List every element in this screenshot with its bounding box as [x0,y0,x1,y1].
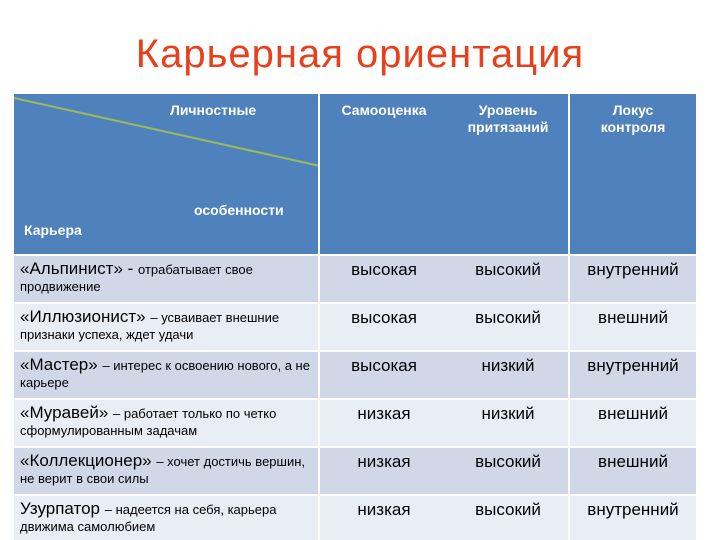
header-aspiration-line1: Уровень [478,102,538,118]
header-corner-mid: особенности [194,202,284,218]
header-self-esteem [320,94,448,254]
locus-control-cell: внутренний [587,356,679,375]
career-type-cell [14,304,318,350]
table-row [14,350,696,398]
career-type-desc: – работает только по четко сформулированным задачам [20,406,277,438]
career-type-cell [14,496,318,540]
career-type-desc: – надеется на себя, карьера движима самолюбием [20,502,277,534]
header-locus-control [570,94,696,254]
aspiration-level-cell: низкий [481,404,535,423]
career-type-cell [14,256,318,302]
career-type-name: «Муравей» [20,403,113,422]
header-corner-top: Личностные [170,102,257,118]
table-header [14,94,696,254]
table-row [14,254,696,302]
career-type-name: «Иллюзионист» [20,307,151,326]
career-type-desc: – интерес к освоению нового, а не карьере [20,358,310,390]
career-type-desc: отрабатывает свое продвижение [20,262,253,294]
career-type-cell [14,448,318,494]
aspiration-level-cell: высокий [475,308,541,327]
self-esteem-cell: низкая [357,500,411,519]
career-type-desc: – усваивает внешние признаки успеха, ждет удачи [20,310,280,342]
column-divider [318,94,320,540]
table-row [14,494,696,540]
career-type-name: «Альпинист» - [20,259,139,278]
self-esteem-cell: низкая [357,404,411,423]
self-esteem-cell: высокая [351,356,417,375]
locus-control-cell: внутренний [587,500,679,519]
self-esteem-cell: высокая [351,260,417,279]
aspiration-level-cell: высокий [475,452,541,471]
header-aspiration-line2: притязаний [467,119,549,135]
self-esteem-cell: низкая [357,452,411,471]
header-corner-bottom: Карьера [24,222,82,238]
career-type-desc: – хочет достичь вершин, не верит в свои силы [20,454,306,486]
header-locus-line1: Локус [612,102,654,118]
aspiration-level-cell: низкий [481,356,535,375]
header-self-esteem-label: Самооценка [341,102,427,118]
table-row [14,446,696,494]
locus-control-cell: внешний [598,308,668,327]
column-divider [568,94,570,540]
locus-control-cell: внешний [598,452,668,471]
career-type-cell [14,352,318,398]
career-type-cell [14,400,318,446]
aspiration-level-cell: высокий [475,500,541,519]
table-row [14,398,696,446]
career-type-name: Узурпатор [20,499,105,518]
career-type-name: «Коллекционер» [20,451,157,470]
career-type-name: «Мастер» [20,355,103,374]
table-row [14,302,696,350]
header-aspiration-level [448,94,568,254]
header-locus-line2: контроля [600,119,666,135]
locus-control-cell: внутренний [587,260,679,279]
slide-title: Карьерная ориентация [135,32,585,76]
aspiration-level-cell: высокий [475,260,541,279]
career-orientation-table [14,94,696,540]
self-esteem-cell: высокая [351,308,417,327]
locus-control-cell: внешний [598,404,668,423]
